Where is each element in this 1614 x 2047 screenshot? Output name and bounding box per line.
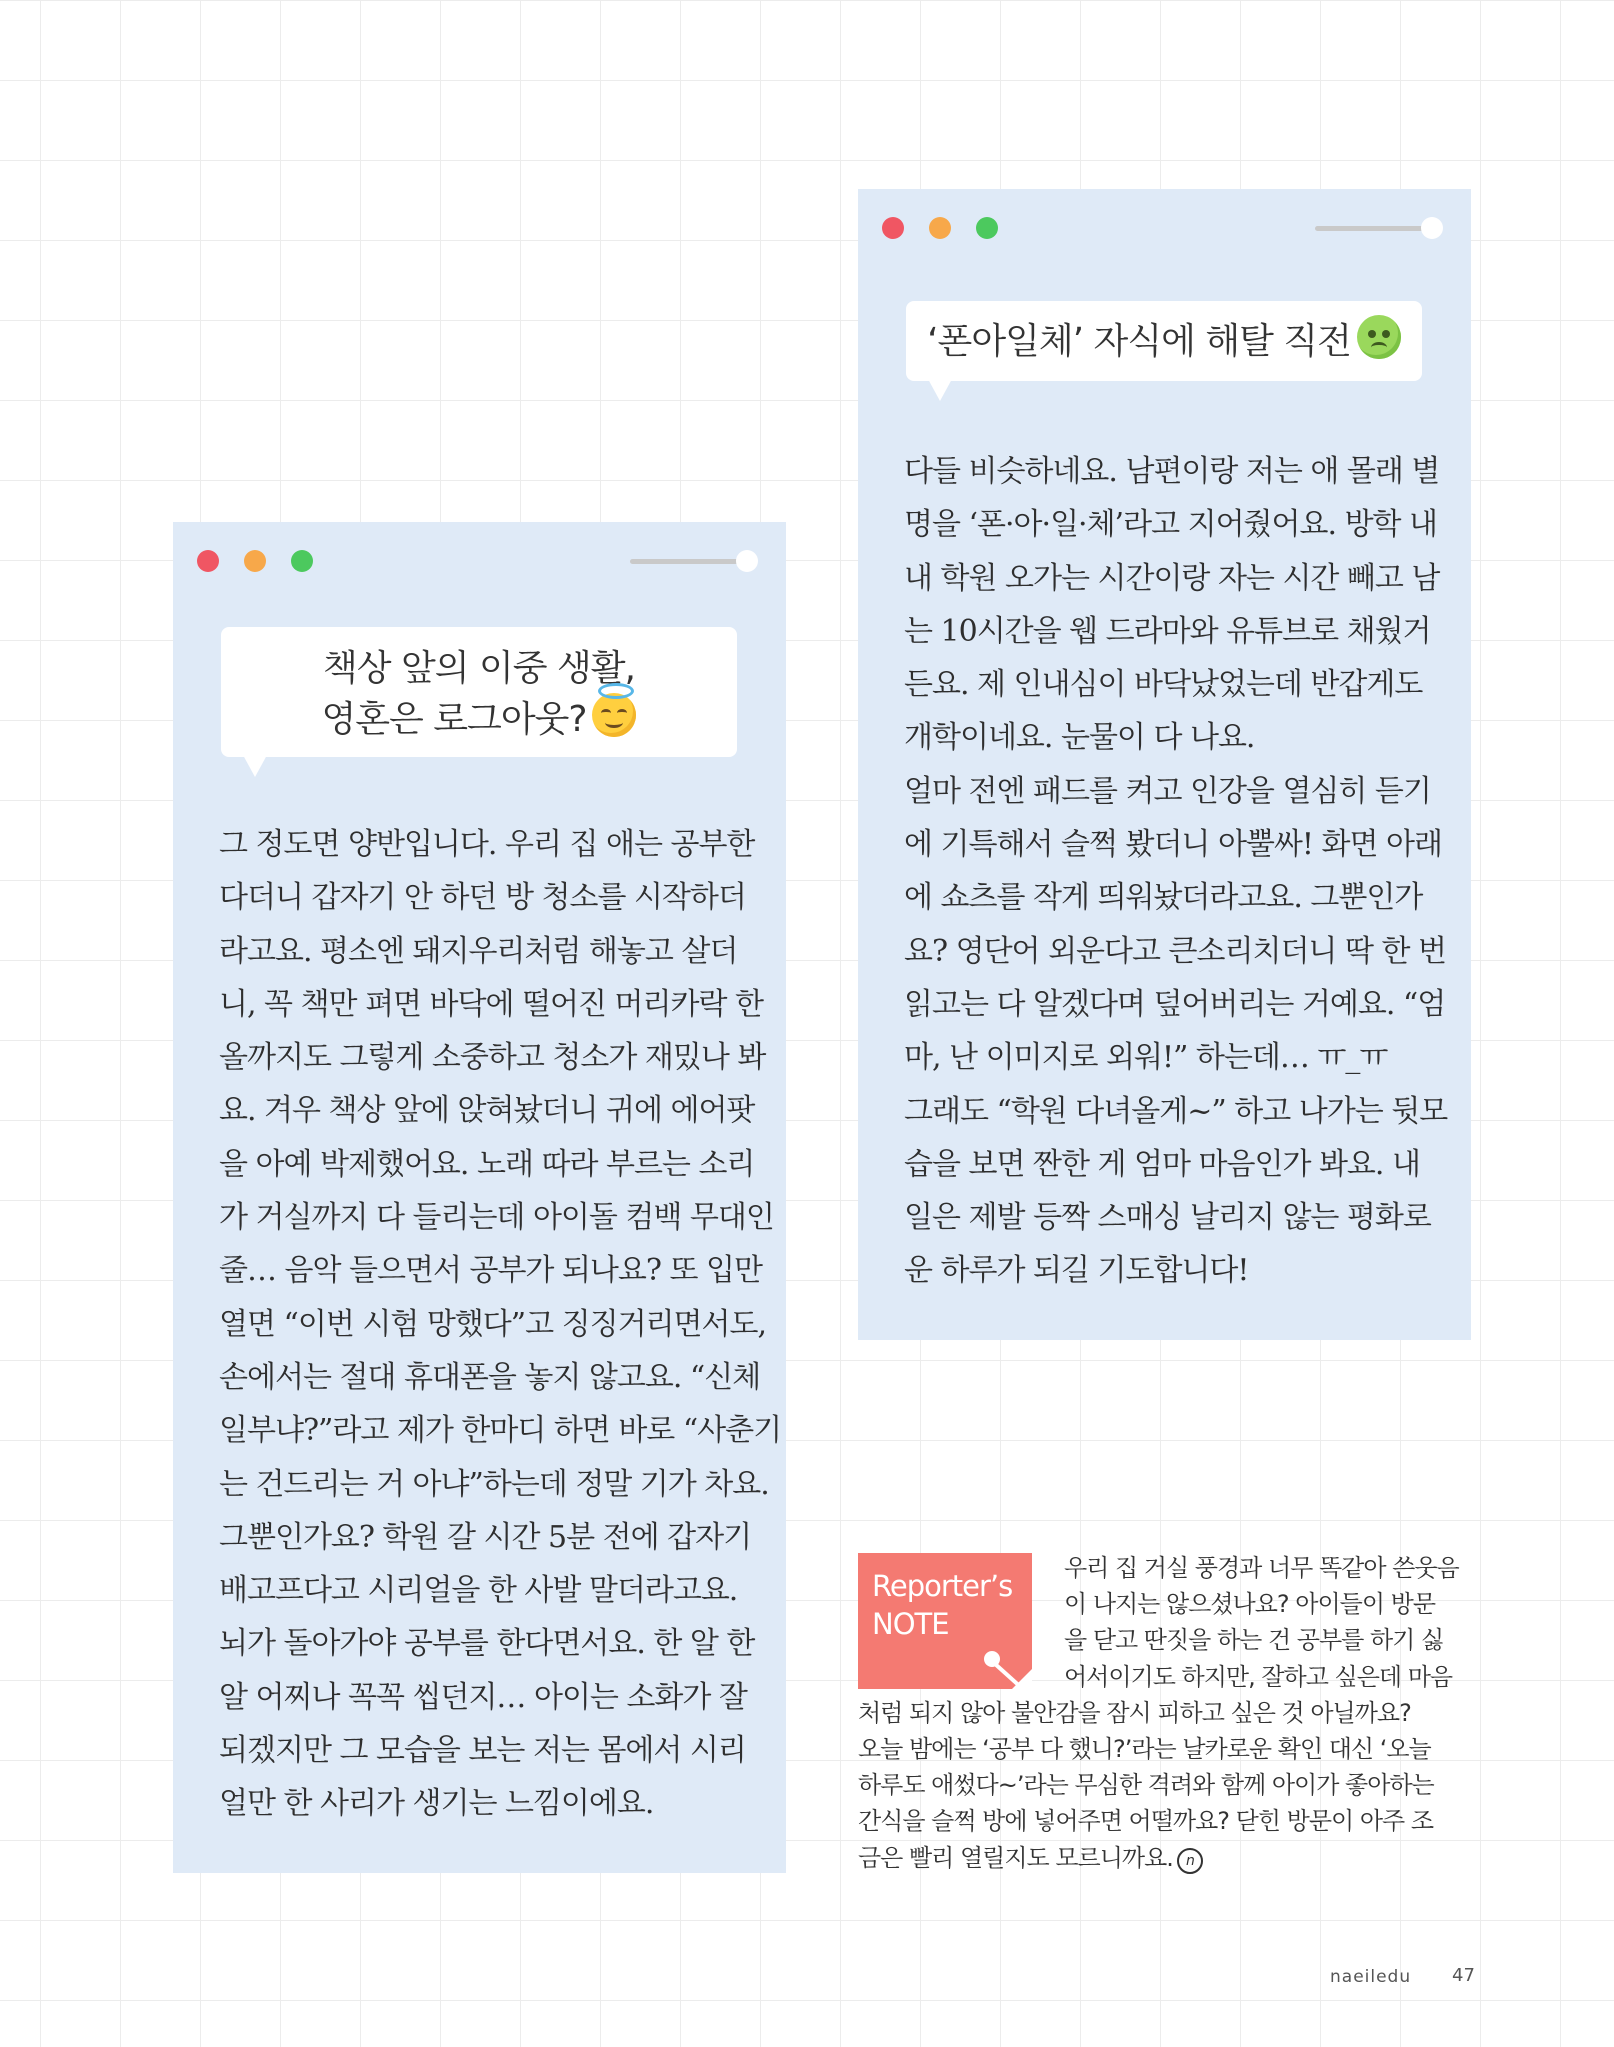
body-line: 을 아예 박제했어요. 노래 따라 부르는 소리 xyxy=(219,1146,755,1182)
body-line: 되겠지만 그 모습을 보는 저는 몸에서 시리 xyxy=(219,1733,746,1769)
body-line: 읽고는 다 알겠다며 덮어버리는 거예요. “엄 xyxy=(904,986,1446,1022)
slider-knob xyxy=(1421,217,1443,239)
body-line: 운 하루가 되길 기도합니다! xyxy=(904,1253,1249,1289)
body-line: 열면 “이번 시험 망했다”고 징징거리면서도, xyxy=(219,1306,767,1342)
body-line: 줄… 음악 들으면서 공부가 되나요? 또 입만 xyxy=(219,1253,762,1289)
body-line: 가 거실까지 다 들리는데 아이돌 컴백 무대인 xyxy=(219,1200,774,1236)
body-line: 에 기특해서 슬쩍 봤더니 아뿔싸! 화면 아래 xyxy=(904,827,1442,863)
body-line: 개학이네요. 눈물이 다 나요. xyxy=(904,720,1255,756)
note-line: 이 나지는 않으셨나요? 아이들이 방문 xyxy=(1064,1590,1436,1619)
body-line: 다더니 갑자기 안 하던 방 청소를 시작하더 xyxy=(219,880,746,916)
minimize-dot-icon xyxy=(244,550,266,572)
window-slider xyxy=(630,550,758,572)
body-line: 일부냐?”라고 제가 한마디 하면 바로 “사춘기 xyxy=(219,1413,782,1449)
body-line: 뇌가 돌아가야 공부를 한다면서요. 한 알 한 xyxy=(219,1626,755,1662)
end-mark-icon: n xyxy=(1177,1848,1203,1874)
slider-track xyxy=(630,559,738,564)
nauseated-face-icon xyxy=(1357,315,1401,359)
window-slider xyxy=(1315,217,1443,239)
story-card-left xyxy=(173,522,786,1873)
body-line: 배고프다고 시리얼을 한 사발 말더라고요. xyxy=(219,1573,738,1609)
close-dot-icon xyxy=(882,217,904,239)
body-line: 요. 겨우 책상 앞에 앉혀놨더니 귀에 에어팟 xyxy=(219,1093,755,1129)
body-line: 그래도 “학원 다녀올게~” 하고 나가는 뒷모 xyxy=(904,1093,1448,1129)
card-body xyxy=(219,818,782,1831)
note-line: 처럼 되지 않아 불안감을 잠시 피하고 싶은 것 아닐까요? xyxy=(858,1698,1411,1727)
body-line: 명을 ‘폰·아·일·체’라고 지어줬어요. 방학 내 xyxy=(904,507,1438,543)
card-title-line: ‘폰아일체’ 자식에 해탈 직전 xyxy=(927,321,1351,362)
body-line: 는 10시간을 웹 드라마와 유튜브로 채웠거 xyxy=(904,613,1431,649)
body-line: 습을 보면 짠한 게 엄마 마음인가 봐요. 내 xyxy=(904,1146,1420,1182)
body-line: 다들 비슷하네요. 남편이랑 저는 애 몰래 별 xyxy=(904,454,1440,489)
story-card-right xyxy=(858,189,1471,1340)
reporters-note-badge-label: Reporter’s NOTE xyxy=(872,1569,1013,1641)
card-title-line: 영혼은 로그아웃? xyxy=(321,699,587,740)
body-line: 그 정도면 양반입니다. 우리 집 애는 공부한 xyxy=(219,827,755,862)
card-title-line: 책상 앞의 이중 생활, xyxy=(323,648,635,689)
card-body xyxy=(904,445,1448,1298)
note-line: 간식을 슬쩍 방에 넣어주면 어떨까요? 닫힌 방문이 아주 조 xyxy=(858,1807,1433,1836)
close-dot-icon xyxy=(197,550,219,572)
slider-knob xyxy=(736,550,758,572)
page-number: 47 xyxy=(1452,1965,1475,1986)
body-line: 그뿐인가요? 학원 갈 시간 5분 전에 갑자기 xyxy=(219,1519,752,1555)
body-line: 에 쇼츠를 작게 띄워놨더라고요. 그뿐인가 xyxy=(904,880,1423,916)
note-line: 금은 빨리 열릴지도 모르니까요. xyxy=(858,1843,1173,1872)
reporters-note-text xyxy=(858,1550,1474,1876)
body-line: 라고요. 평소엔 돼지우리처럼 해놓고 살더 xyxy=(219,933,738,969)
footer-brand: naeiledu xyxy=(1330,1967,1412,1987)
body-line: 는 건드리는 거 아냐”하는데 정말 기가 차요. xyxy=(219,1466,769,1502)
note-line: 어서이기도 하지만, 잘하고 싶은데 마음 xyxy=(1064,1662,1453,1691)
body-line: 얼마 전엔 패드를 켜고 인강을 열심히 듣기 xyxy=(904,773,1431,809)
body-line: 니, 꼭 책만 펴면 바닥에 떨어진 머리카락 한 xyxy=(219,986,763,1022)
title-bubble xyxy=(906,301,1422,381)
note-line: 을 닫고 딴짓을 하는 건 공부를 하기 싫 xyxy=(1064,1626,1444,1655)
note-line: 우리 집 거실 풍경과 너무 똑같아 쓴웃음 xyxy=(1064,1554,1459,1582)
body-line: 얼만 한 사리가 생기는 느낌이에요. xyxy=(219,1786,654,1822)
body-line: 올까지도 그렇게 소중하고 청소가 재밌나 봐 xyxy=(219,1040,766,1076)
smiling-halo-face-icon xyxy=(592,693,636,737)
note-line: 오늘 밤에는 ‘공부 다 했니?’라는 날카로운 확인 대신 ‘오늘 xyxy=(858,1735,1431,1764)
body-line: 요? 영단어 외운다고 큰소리치더니 딱 한 번 xyxy=(904,933,1446,969)
title-bubble xyxy=(221,627,737,757)
body-line: 알 어찌나 꼭꼭 씹던지… 아이는 소화가 잘 xyxy=(219,1679,747,1715)
card-title xyxy=(221,645,737,744)
minimize-dot-icon xyxy=(929,217,951,239)
body-line: 일은 제발 등짝 스매싱 날리지 않는 평화로 xyxy=(904,1200,1431,1236)
body-line: 마, 난 이미지로 외워!” 하는데… ㅠ_ㅠ xyxy=(904,1040,1388,1076)
body-line: 든요. 제 인내심이 바닥났었는데 반갑게도 xyxy=(904,667,1423,703)
body-line: 내 학원 오가는 시간이랑 자는 시간 빼고 남 xyxy=(904,560,1440,596)
slider-track xyxy=(1315,226,1423,231)
body-line: 손에서는 절대 휴대폰을 놓지 않고요. “신체 xyxy=(219,1359,761,1395)
card-title xyxy=(906,315,1422,366)
note-line: 하루도 애썼다~’라는 무심한 격려와 함께 아이가 좋아하는 xyxy=(858,1771,1434,1800)
maximize-dot-icon xyxy=(976,217,998,239)
maximize-dot-icon xyxy=(291,550,313,572)
